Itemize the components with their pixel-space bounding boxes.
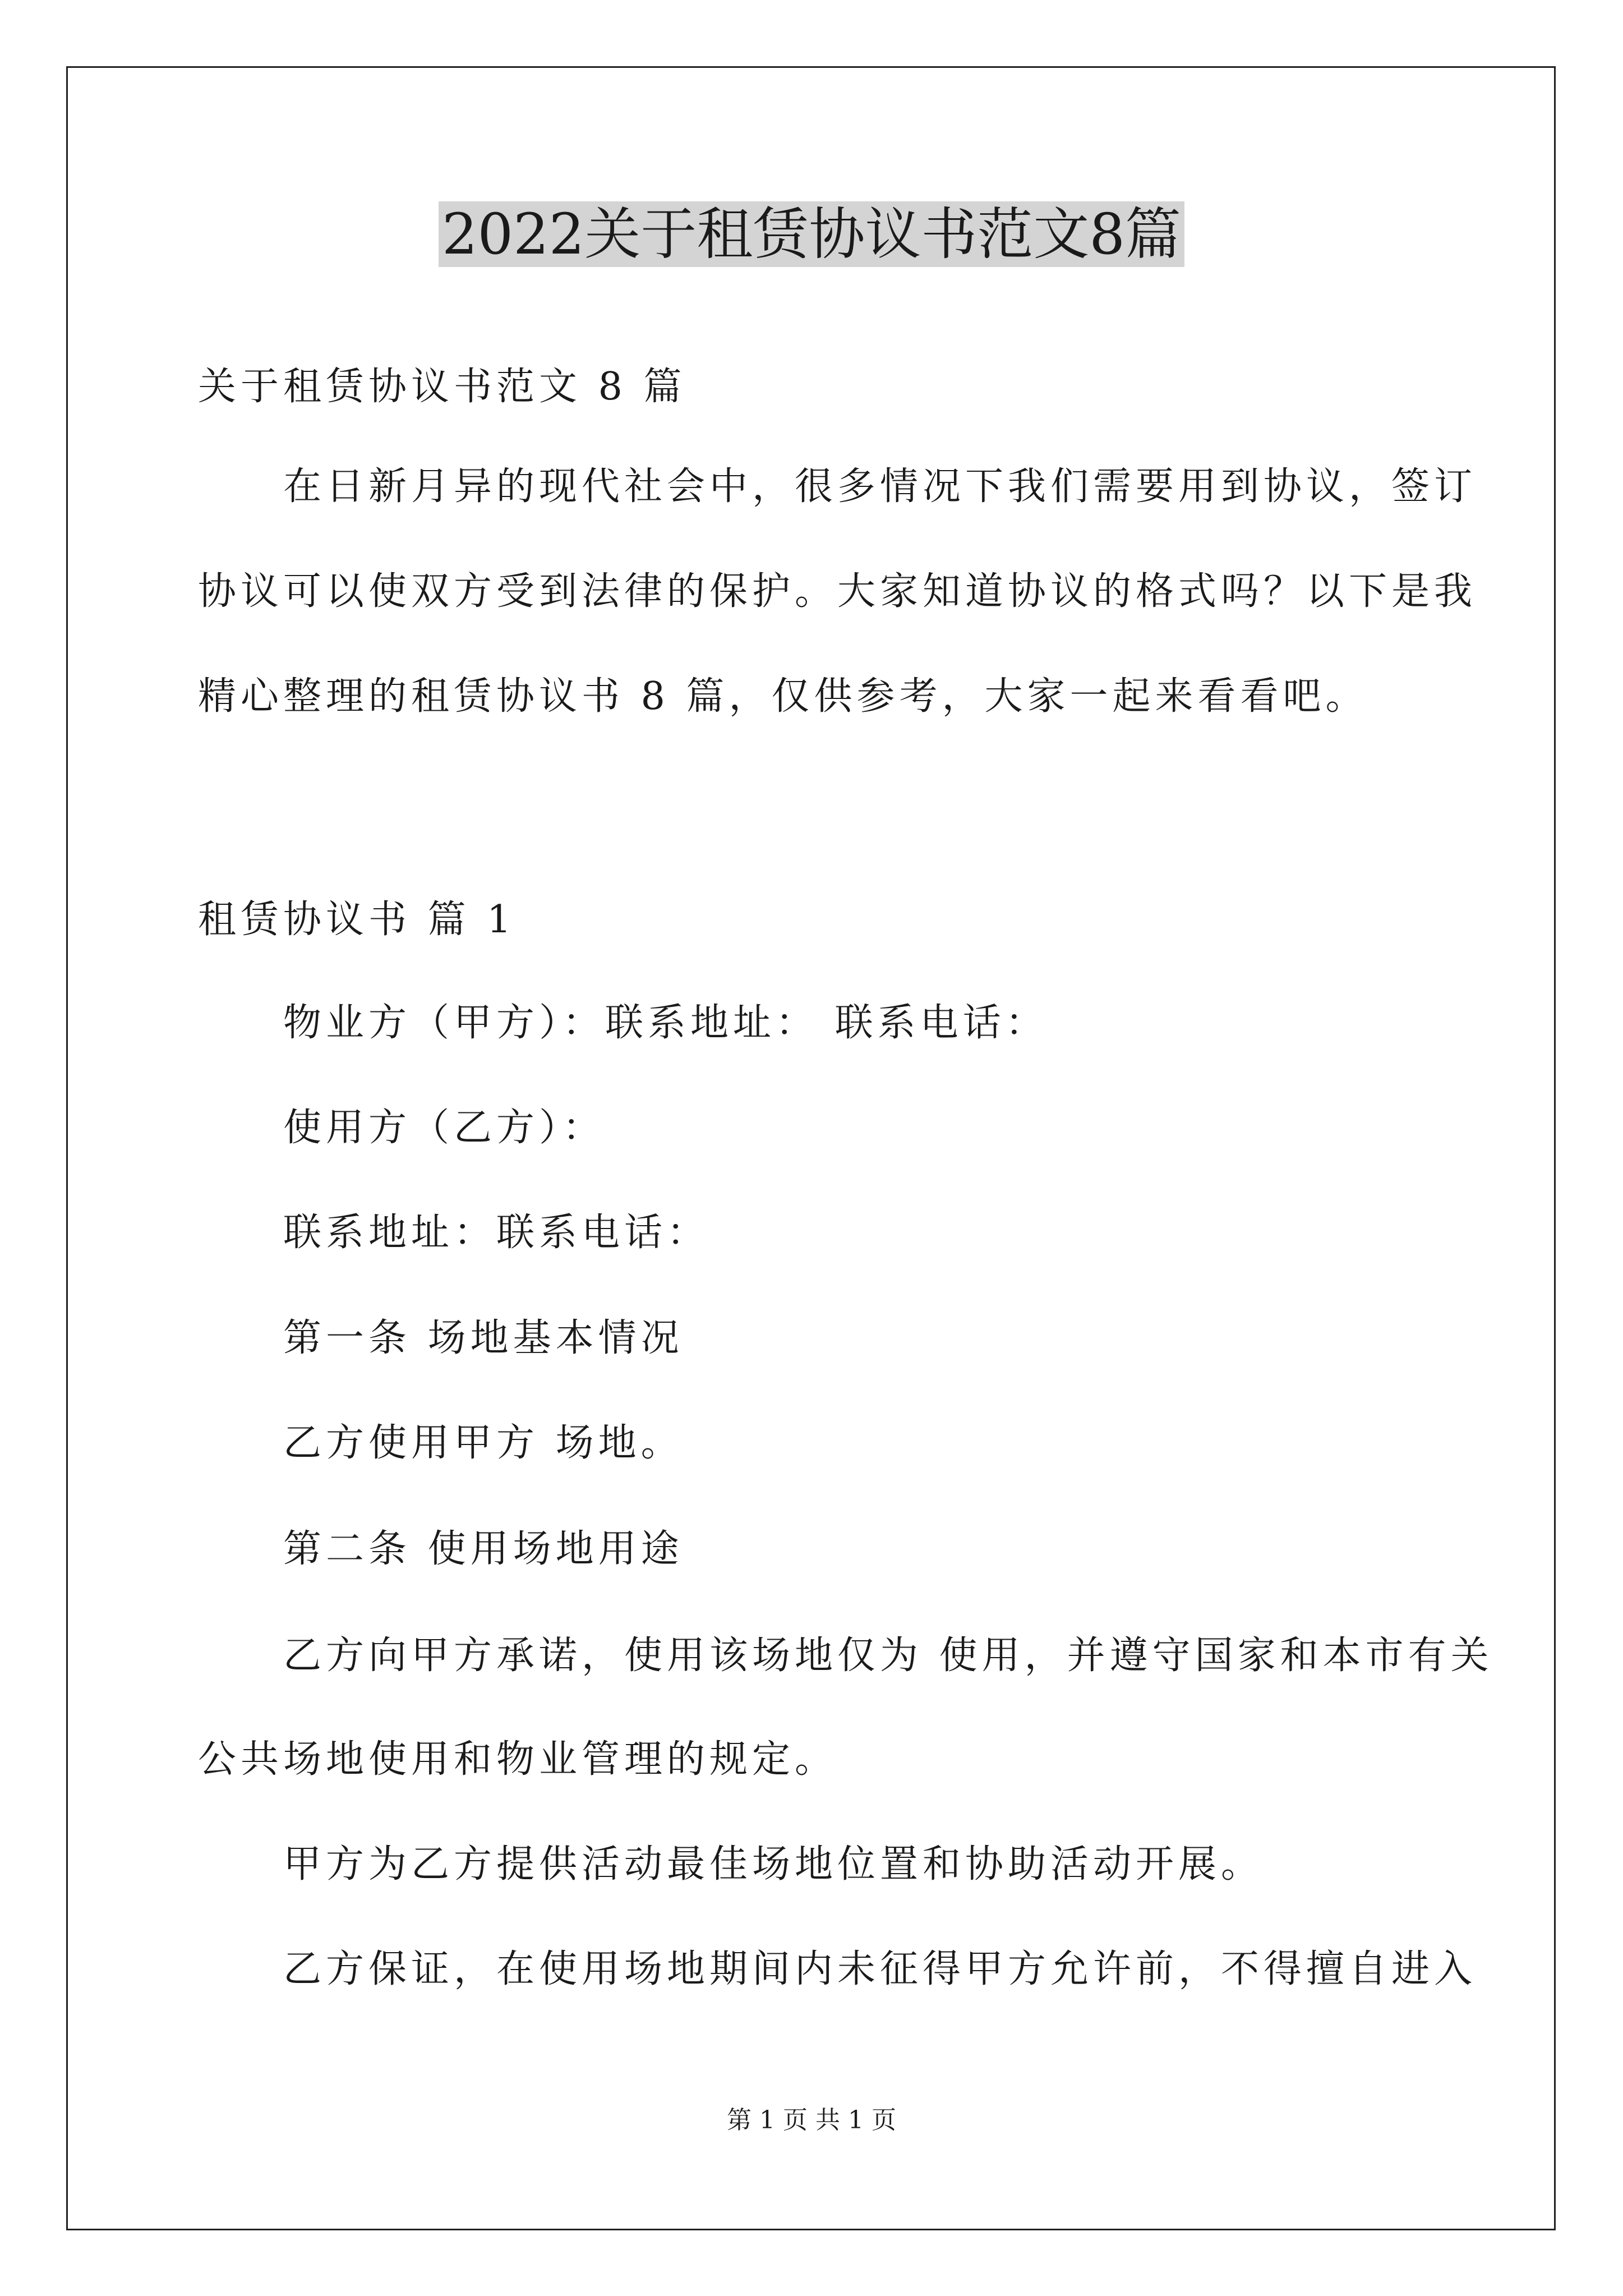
- body-line-guarantee: 乙方保证，在使用场地期间内未征得甲方允许前，不得擅自进入: [283, 1947, 1477, 1991]
- body-line-regulations: 公共场地使用和物业管理的规定。: [198, 1737, 838, 1782]
- document-title: [0, 195, 1623, 274]
- section-heading: 租赁协议书 篇 1: [198, 898, 516, 942]
- document-title-text: 2022关于租赁协议书范文8篇: [439, 201, 1184, 267]
- body-line-party-b: 使用方（乙方）：: [283, 1106, 606, 1150]
- body-line-provision: 甲方为乙方提供活动最佳场地位置和协助活动开展。: [283, 1842, 1264, 1887]
- document-subtitle: 关于租赁协议书范文 8 篇: [198, 365, 686, 409]
- body-line-venue: 乙方使用甲方 场地。: [283, 1421, 684, 1465]
- page-footer: 第 1 页 共 1 页: [727, 2106, 896, 2134]
- intro-line-1: 在日新月异的现代社会中，很多情况下我们需要用到协议，签订: [283, 464, 1477, 509]
- body-line-party-a: 物业方（甲方）：联系地址： 联系电话：: [283, 1001, 1048, 1045]
- body-line-contact: 联系地址：联系电话：: [283, 1211, 710, 1255]
- intro-line-3: 精心整理的租赁协议书 8 篇，仅供参考，大家一起来看看吧。: [198, 674, 1368, 719]
- intro-line-2: 协议可以使双方受到法律的保护。大家知道协议的格式吗？以下是我: [198, 569, 1477, 614]
- body-line-commitment: 乙方向甲方承诺，使用该场地仅为 使用，并遵守国家和本市有关: [283, 1634, 1493, 1678]
- body-line-article-1: 第一条 场地基本情况: [283, 1316, 684, 1360]
- body-line-article-2: 第二条 使用场地用途: [283, 1527, 684, 1571]
